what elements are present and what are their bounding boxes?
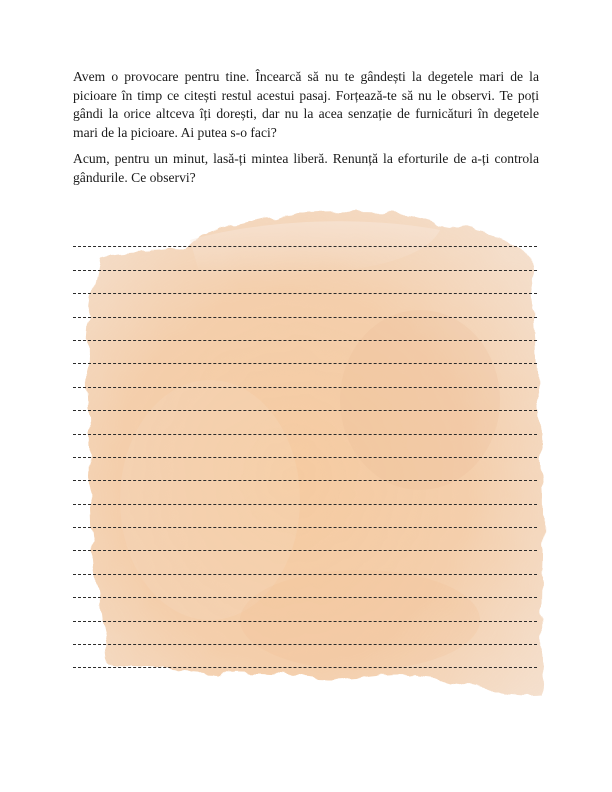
writing-line[interactable] <box>73 271 537 294</box>
writing-lines[interactable] <box>73 224 537 668</box>
writing-line[interactable] <box>73 341 537 364</box>
instructions <box>73 68 539 196</box>
writing-line[interactable] <box>73 294 537 317</box>
writing-line[interactable] <box>73 318 537 341</box>
writing-line[interactable] <box>73 435 537 458</box>
writing-line[interactable] <box>73 411 537 434</box>
writing-line[interactable] <box>73 481 537 504</box>
paragraph-observe: Acum, pentru un minut, lasă-ți mintea liberă. Renunță la eforturile de a-ți controla gândurile. Ce observi? <box>73 151 539 185</box>
writing-line[interactable] <box>73 505 537 528</box>
writing-line[interactable] <box>73 598 537 621</box>
writing-line[interactable] <box>73 575 537 598</box>
paragraph-challenge: Avem o provocare pentru tine. Încearcă să nu te gândești la degetele mari de la picioare în timp ce citești restul acestui pasaj. Forțează-te să nu le observi. Te poți gândi la orice altceva îți dorești, dar nu la acea senzație de furnicături în degetele mari de la picioare. Ai putea s-o faci? <box>73 69 539 140</box>
writing-line[interactable] <box>73 247 537 270</box>
writing-line[interactable] <box>73 364 537 387</box>
writing-line[interactable] <box>73 645 537 668</box>
writing-line[interactable] <box>73 622 537 645</box>
writing-line[interactable] <box>73 388 537 411</box>
writing-line[interactable] <box>73 224 537 247</box>
writing-line[interactable] <box>73 528 537 551</box>
writing-line[interactable] <box>73 551 537 574</box>
writing-line[interactable] <box>73 458 537 481</box>
